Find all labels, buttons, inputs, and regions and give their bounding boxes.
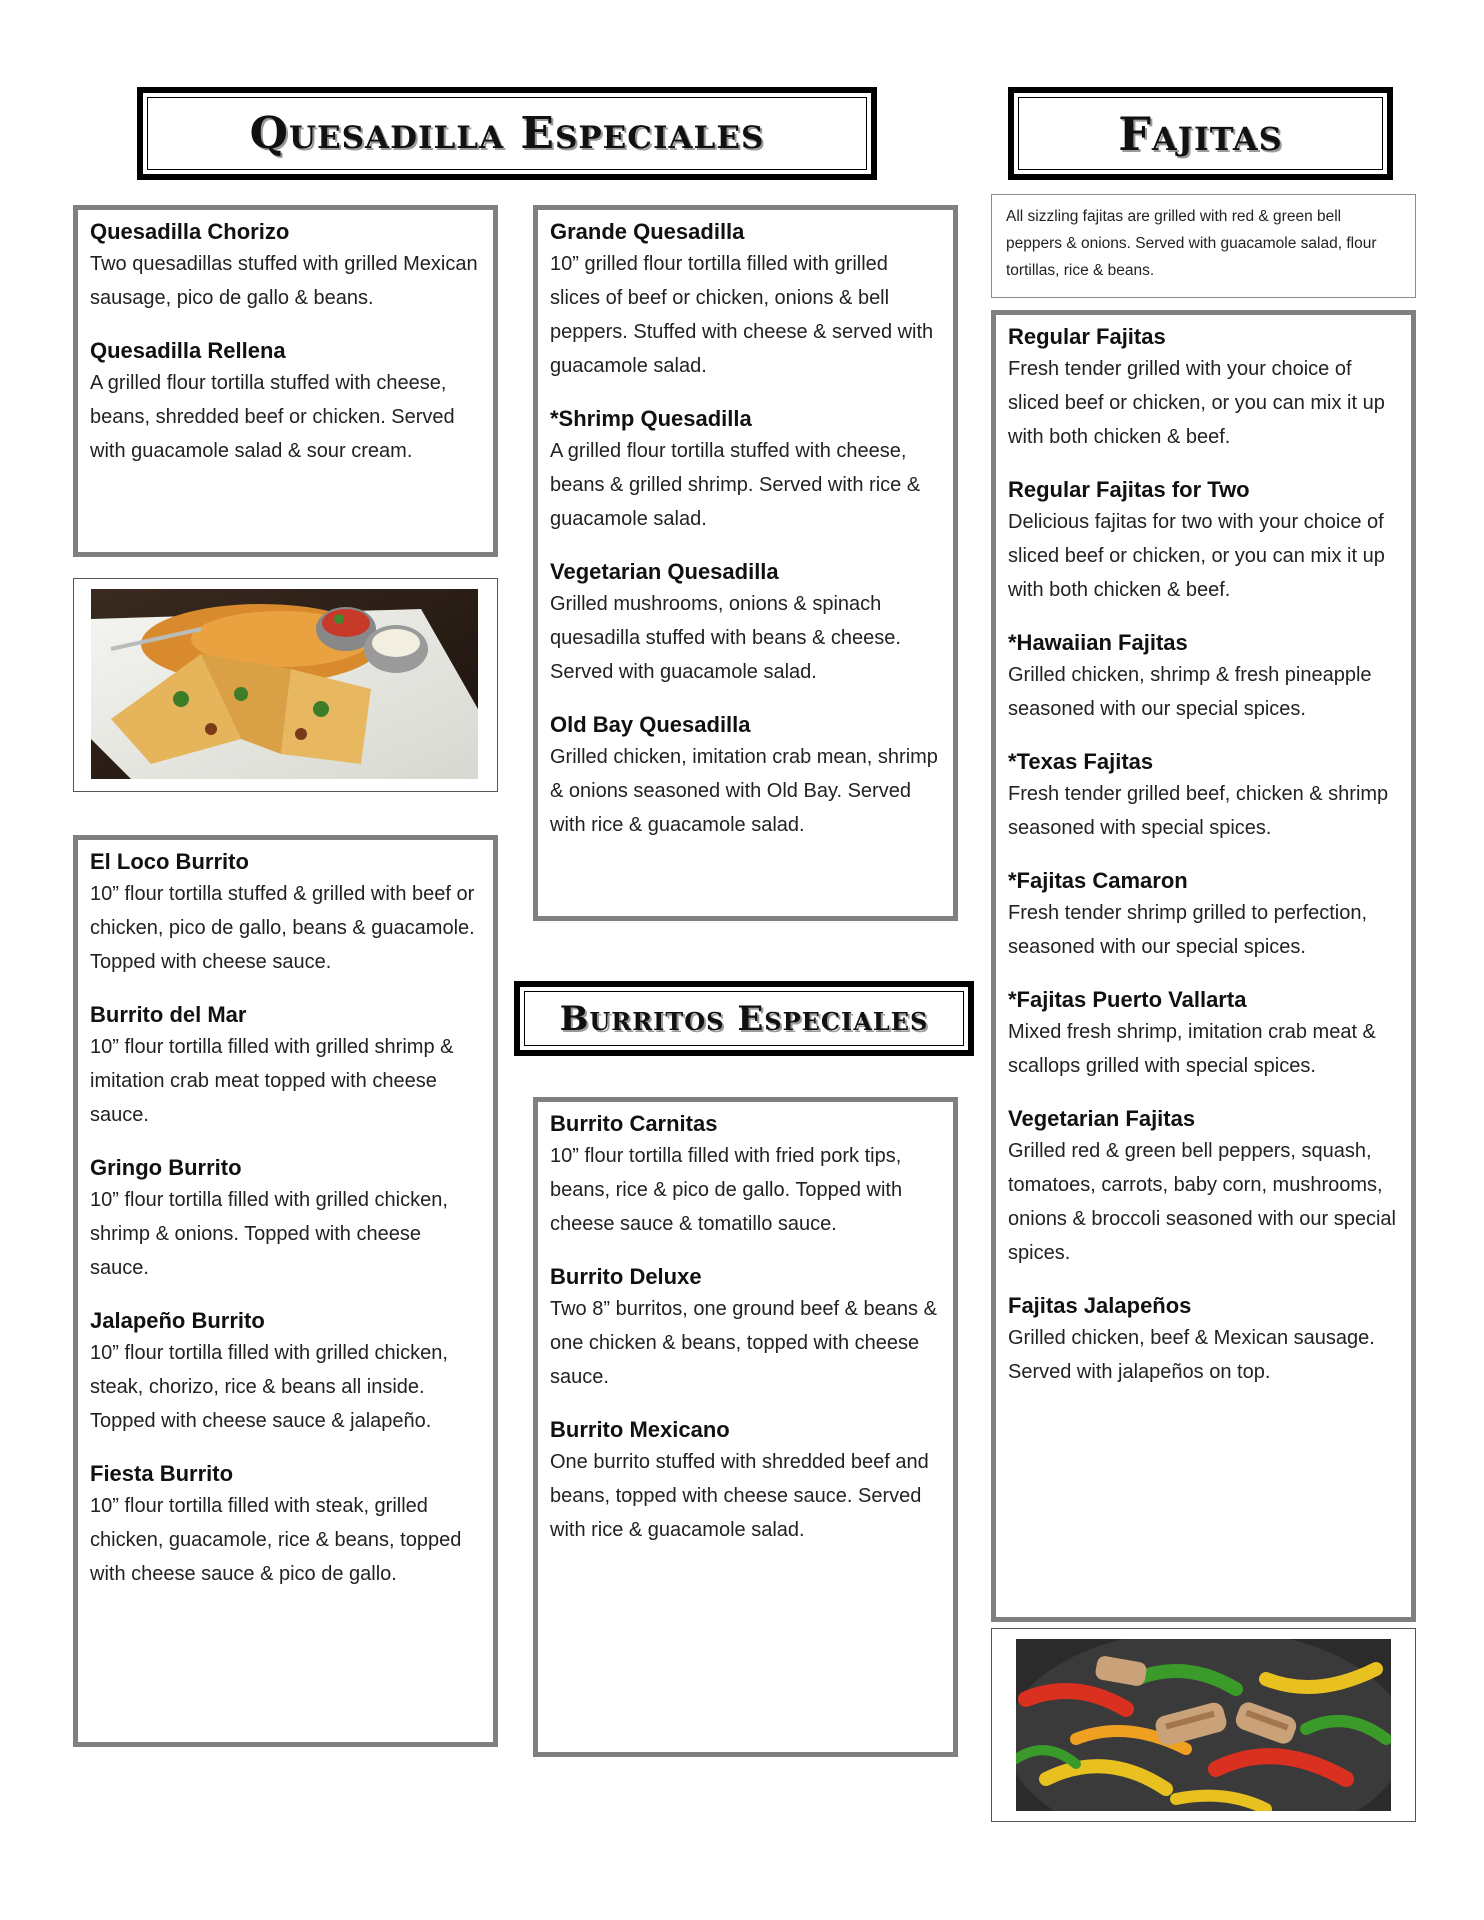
menu-item-description: Grilled mushrooms, onions & spinach quesadilla stuffed with beans & cheese. Served with guacamole salad. — [550, 593, 901, 683]
menu-item-description: A grilled flour tortilla stuffed with cheese, beans, shredded beef or chicken. Served with guacamole salad & sour cream. — [90, 372, 455, 462]
menu-item-name: Burrito Deluxe — [550, 1264, 702, 1289]
menu-item-description: 10” grilled flour tortilla filled with grilled slices of beef or chicken, onions & bell peppers. Stuffed with cheese & served with guacamole salad. — [550, 253, 934, 377]
menu-item-name: Fiesta Burrito — [90, 1461, 234, 1486]
menu-item — [550, 709, 941, 842]
menu-item — [90, 846, 481, 979]
menu-item — [550, 216, 941, 383]
menu-item-description: Grilled chicken, imitation crab mean, shrimp & onions seasoned with Old Bay. Served with rice & guacamole salad. — [550, 746, 938, 836]
menu-item-name: Burrito Mexicano — [550, 1417, 730, 1442]
menu-item-name: *Texas Fajitas — [1008, 749, 1154, 774]
menu-item-description: Grilled chicken, shrimp & fresh pineapple seasoned with our special spices. — [1008, 664, 1372, 720]
menu-item-description: Delicious fajitas for two with your choice of sliced beef or chicken, or you can mix it up with both chicken & beef. — [1008, 511, 1385, 601]
menu-item-description: 10” flour tortilla filled with grilled chicken, steak, chorizo, rice & beans all inside. Topped with cheese sauce & jalapeño. — [90, 1342, 448, 1432]
quesadilla-box-left — [73, 205, 498, 557]
menu-item-name: Burrito del Mar — [90, 1002, 247, 1027]
burritos-banner — [514, 981, 974, 1056]
quesadilla-banner — [137, 87, 877, 180]
menu-item-description: 10” flour tortilla filled with grilled chicken, shrimp & onions. Topped with cheese sauce. — [90, 1189, 448, 1279]
menu-item-name: Grande Quesadilla — [550, 219, 745, 244]
menu-item-name: Regular Fajitas for Two — [1008, 477, 1250, 502]
menu-item-name: El Loco Burrito — [90, 849, 249, 874]
menu-item — [1008, 474, 1399, 607]
menu-item-name: Vegetarian Fajitas — [1008, 1106, 1196, 1131]
menu-item-name: Gringo Burrito — [90, 1155, 242, 1180]
section-title-quesadilla: Quesadilla Especiales — [249, 108, 765, 159]
fajitas-photo — [1016, 1639, 1391, 1811]
menu-item-description: Two 8” burritos, one ground beef & beans & one chicken & beans, topped with cheese sauce. — [550, 1298, 937, 1388]
menu-item-name: Burrito Carnitas — [550, 1111, 718, 1136]
menu-item-description: A grilled flour tortilla stuffed with cheese, beans & grilled shrimp. Served with rice & guacamole salad. — [550, 440, 921, 530]
menu-item — [90, 335, 481, 468]
menu-item-description: Fresh tender shrimp grilled to perfection, seasoned with our special spices. — [1008, 902, 1368, 958]
menu-item — [1008, 746, 1399, 845]
quesadilla-photo — [91, 589, 478, 779]
menu-item — [90, 216, 481, 315]
menu-item-description: 10” flour tortilla filled with fried pork tips, beans, rice & pico de gallo. Topped with cheese sauce & tomatillo sauce. — [550, 1145, 903, 1235]
menu-item-name: *Fajitas Camaron — [1008, 868, 1188, 893]
menu-item-description: One burrito stuffed with shredded beef and beans, topped with cheese sauce. Served with rice & guacamole salad. — [550, 1451, 929, 1541]
menu-item — [90, 1152, 481, 1285]
fajitas-box — [991, 310, 1416, 1622]
menu-item — [550, 556, 941, 689]
menu-item-name: Fajitas Jalapeños — [1008, 1293, 1192, 1318]
quesadilla-photo-frame — [73, 578, 498, 792]
menu-item-name: Quesadilla Chorizo — [90, 219, 290, 244]
menu-item-description: Fresh tender grilled with your choice of sliced beef or chicken, or you can mix it up with both chicken & beef. — [1008, 358, 1385, 448]
quesadilla-plate-icon — [91, 589, 478, 779]
menu-item — [550, 1108, 941, 1241]
fajitas-photo-frame — [991, 1628, 1416, 1822]
section-title-fajitas: Fajitas — [1118, 106, 1283, 161]
menu-item — [550, 403, 941, 536]
menu-item — [1008, 627, 1399, 726]
menu-item — [90, 999, 481, 1132]
menu-item-name: Old Bay Quesadilla — [550, 712, 751, 737]
menu-item-name: Regular Fajitas — [1008, 324, 1166, 349]
menu-item — [1008, 865, 1399, 964]
menu-item — [90, 1458, 481, 1591]
menu-item-description: Grilled chicken, beef & Mexican sausage. Served with jalapeños on top. — [1008, 1327, 1375, 1383]
fajitas-skillet-icon — [1016, 1639, 1391, 1811]
menu-item-name: *Fajitas Puerto Vallarta — [1008, 987, 1247, 1012]
menu-item-name: Quesadilla Rellena — [90, 338, 286, 363]
fajitas-banner — [1008, 87, 1393, 180]
menu-item-description: Mixed fresh shrimp, imitation crab meat & scallops grilled with special spices. — [1008, 1021, 1376, 1077]
menu-item-name: Jalapeño Burrito — [90, 1308, 265, 1333]
burritos-box-middle — [533, 1097, 958, 1757]
menu-item-name: *Shrimp Quesadilla — [550, 406, 752, 431]
menu-item — [1008, 984, 1399, 1083]
menu-item-name: *Hawaiian Fajitas — [1008, 630, 1188, 655]
menu-item-description: 10” flour tortilla stuffed & grilled with beef or chicken, pico de gallo, beans & guacamole. Topped with cheese sauce. — [90, 883, 475, 973]
menu-item — [1008, 321, 1399, 454]
menu-item-name: Vegetarian Quesadilla — [550, 559, 779, 584]
quesadilla-box-middle — [533, 205, 958, 921]
menu-item — [1008, 1290, 1399, 1389]
fajitas-note: All sizzling fajitas are grilled with red & green bell peppers & onions. Served with guacamole salad, flour tortillas, rice & beans. — [991, 194, 1416, 298]
menu-item-description: 10” flour tortilla filled with steak, grilled chicken, guacamole, rice & beans, topped with cheese sauce & pico de gallo. — [90, 1495, 462, 1585]
menu-item-description: Grilled red & green bell peppers, squash, tomatoes, carrots, baby corn, mushrooms, onions & broccoli seasoned with our special spices. — [1008, 1140, 1396, 1264]
section-title-burritos: Burritos Especiales — [559, 998, 929, 1039]
menu-item — [90, 1305, 481, 1438]
menu-item — [550, 1414, 941, 1547]
menu-item-description: Fresh tender grilled beef, chicken & shrimp seasoned with special spices. — [1008, 783, 1389, 839]
menu-item-description: 10” flour tortilla filled with grilled shrimp & imitation crab meat topped with cheese sauce. — [90, 1036, 454, 1126]
menu-item — [1008, 1103, 1399, 1270]
burritos-box-left — [73, 835, 498, 1747]
menu-item-description: Two quesadillas stuffed with grilled Mexican sausage, pico de gallo & beans. — [90, 253, 478, 309]
menu-item — [550, 1261, 941, 1394]
